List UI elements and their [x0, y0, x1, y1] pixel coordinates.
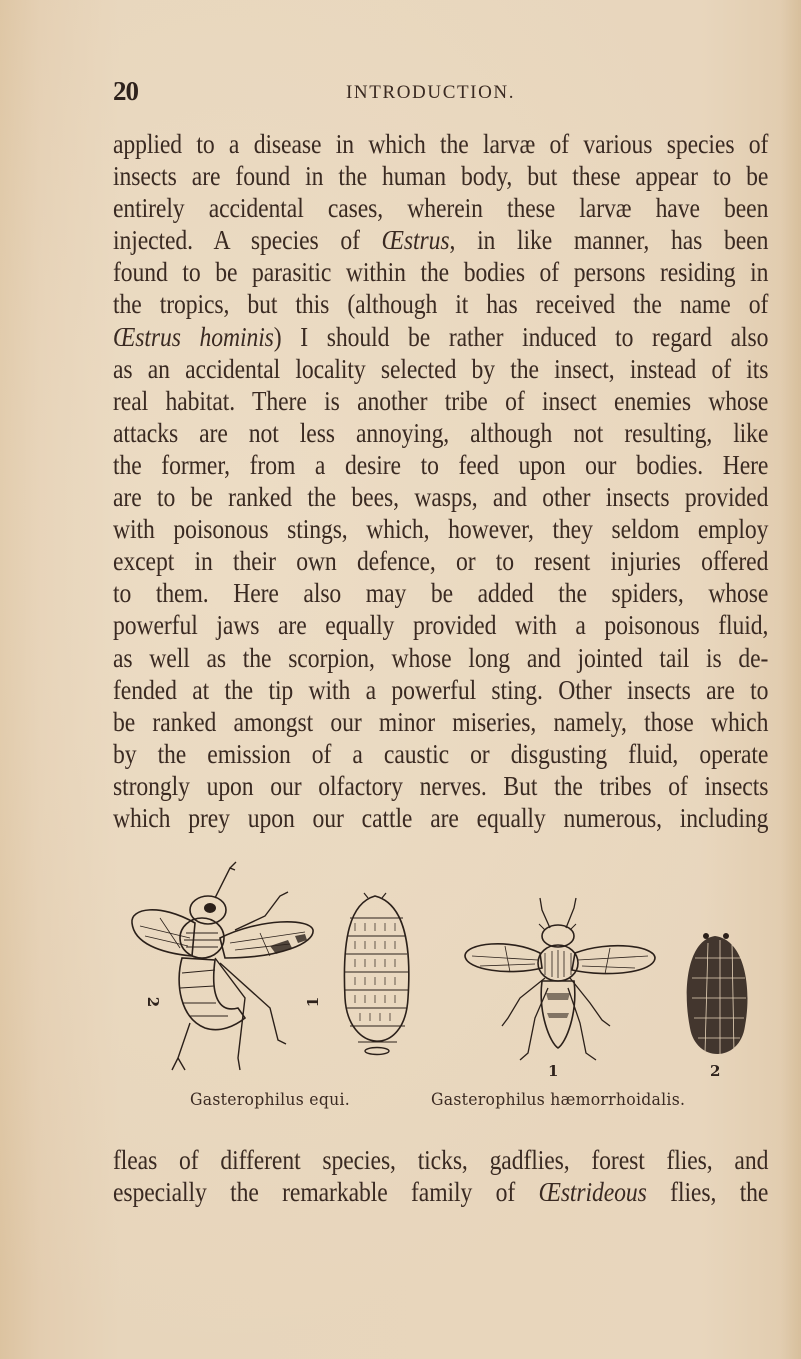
text-line: as an accidental locality selected by the insect, instead of its: [113, 352, 769, 384]
figure-caption-left: Gasterophilus equi.: [190, 1090, 351, 1110]
text-run: ) I should be rather induced to regard also: [273, 320, 769, 352]
figure-gasterophilus-equi: [120, 848, 440, 1078]
text-line: are to be ranked the bees, wasps, and other insects provided: [113, 481, 769, 513]
text-line: with poisonous stings, which, however, they seldom employ: [113, 513, 769, 545]
text-line: entirely accidental cases, wherein these larvæ have been: [113, 192, 769, 224]
paragraph-2: [113, 1144, 769, 1208]
figure-label-2: 2: [144, 996, 163, 1008]
text-line: insects are found in the human body, but these appear to be: [113, 160, 769, 192]
fly-with-spread-wings-illustration: [120, 848, 440, 1078]
text-line: except in their own defence, or to resent injuries offered: [113, 545, 769, 577]
text-line: found to be parasitic within the bodies of persons residing in: [113, 256, 769, 288]
text-line: attacks are not less annoying, although not resulting, like: [113, 416, 769, 448]
paragraph-1: [113, 128, 769, 834]
text-line: [113, 1176, 768, 1208]
text-line: [113, 224, 768, 256]
family-name-italic: Œstrideous: [538, 1176, 647, 1208]
figure-label-1: 1: [548, 1062, 559, 1080]
fly-top-view-illustration: [450, 848, 780, 1078]
text-line: [113, 321, 768, 353]
figure-label-1: 1: [304, 996, 323, 1008]
page-number: 20: [113, 76, 138, 106]
text-line: powerful jaws are equally provided with a poisonous fluid,: [113, 609, 769, 641]
text-line: be ranked amongst our minor miseries, namely, those which: [113, 705, 769, 737]
text-line: applied to a disease in which the larvæ of various species of: [113, 128, 769, 159]
text-run: , in like manner, has been: [449, 224, 769, 256]
figure-plate: [120, 848, 780, 1078]
running-head-title: INTRODUCTION.: [346, 82, 516, 103]
text-line: real habitat. There is another tribe of insect enemies whose: [113, 384, 769, 416]
text-line: as well as the scorpion, whose long and jointed tail is de-: [113, 641, 769, 673]
text-line: fleas of different species, ticks, gadflies, forest flies, and: [113, 1144, 769, 1175]
text-run: injected. A species of: [113, 224, 382, 256]
text-run: especially the remarkable family of: [113, 1176, 539, 1208]
text-line: which prey upon our cattle are equally numerous, including: [113, 801, 769, 833]
text-line: strongly upon our olfactory nerves. But the tribes of insects: [113, 769, 769, 801]
figure-label-2: 2: [710, 1062, 721, 1080]
running-head: [113, 72, 769, 112]
text-line: the former, from a desire to feed upon our bodies. Here: [113, 448, 769, 480]
figure-gasterophilus-haemorrhoidalis: [450, 848, 780, 1078]
figure-caption-right: Gasterophilus hæmorrhoidalis.: [431, 1090, 686, 1110]
species-name-italic: Œstrus hominis: [113, 320, 274, 352]
text-run: flies, the: [646, 1176, 769, 1208]
text-line: by the emission of a caustic or disgusting fluid, operate: [113, 737, 769, 769]
text-line: fended at the tip with a powerful sting. Other insects are to: [113, 673, 769, 705]
text-line: the tropics, but this (although it has received the name of: [113, 288, 769, 320]
species-name-italic: Œstrus: [381, 224, 450, 256]
text-line: to them. Here also may be added the spiders, whose: [113, 577, 769, 609]
